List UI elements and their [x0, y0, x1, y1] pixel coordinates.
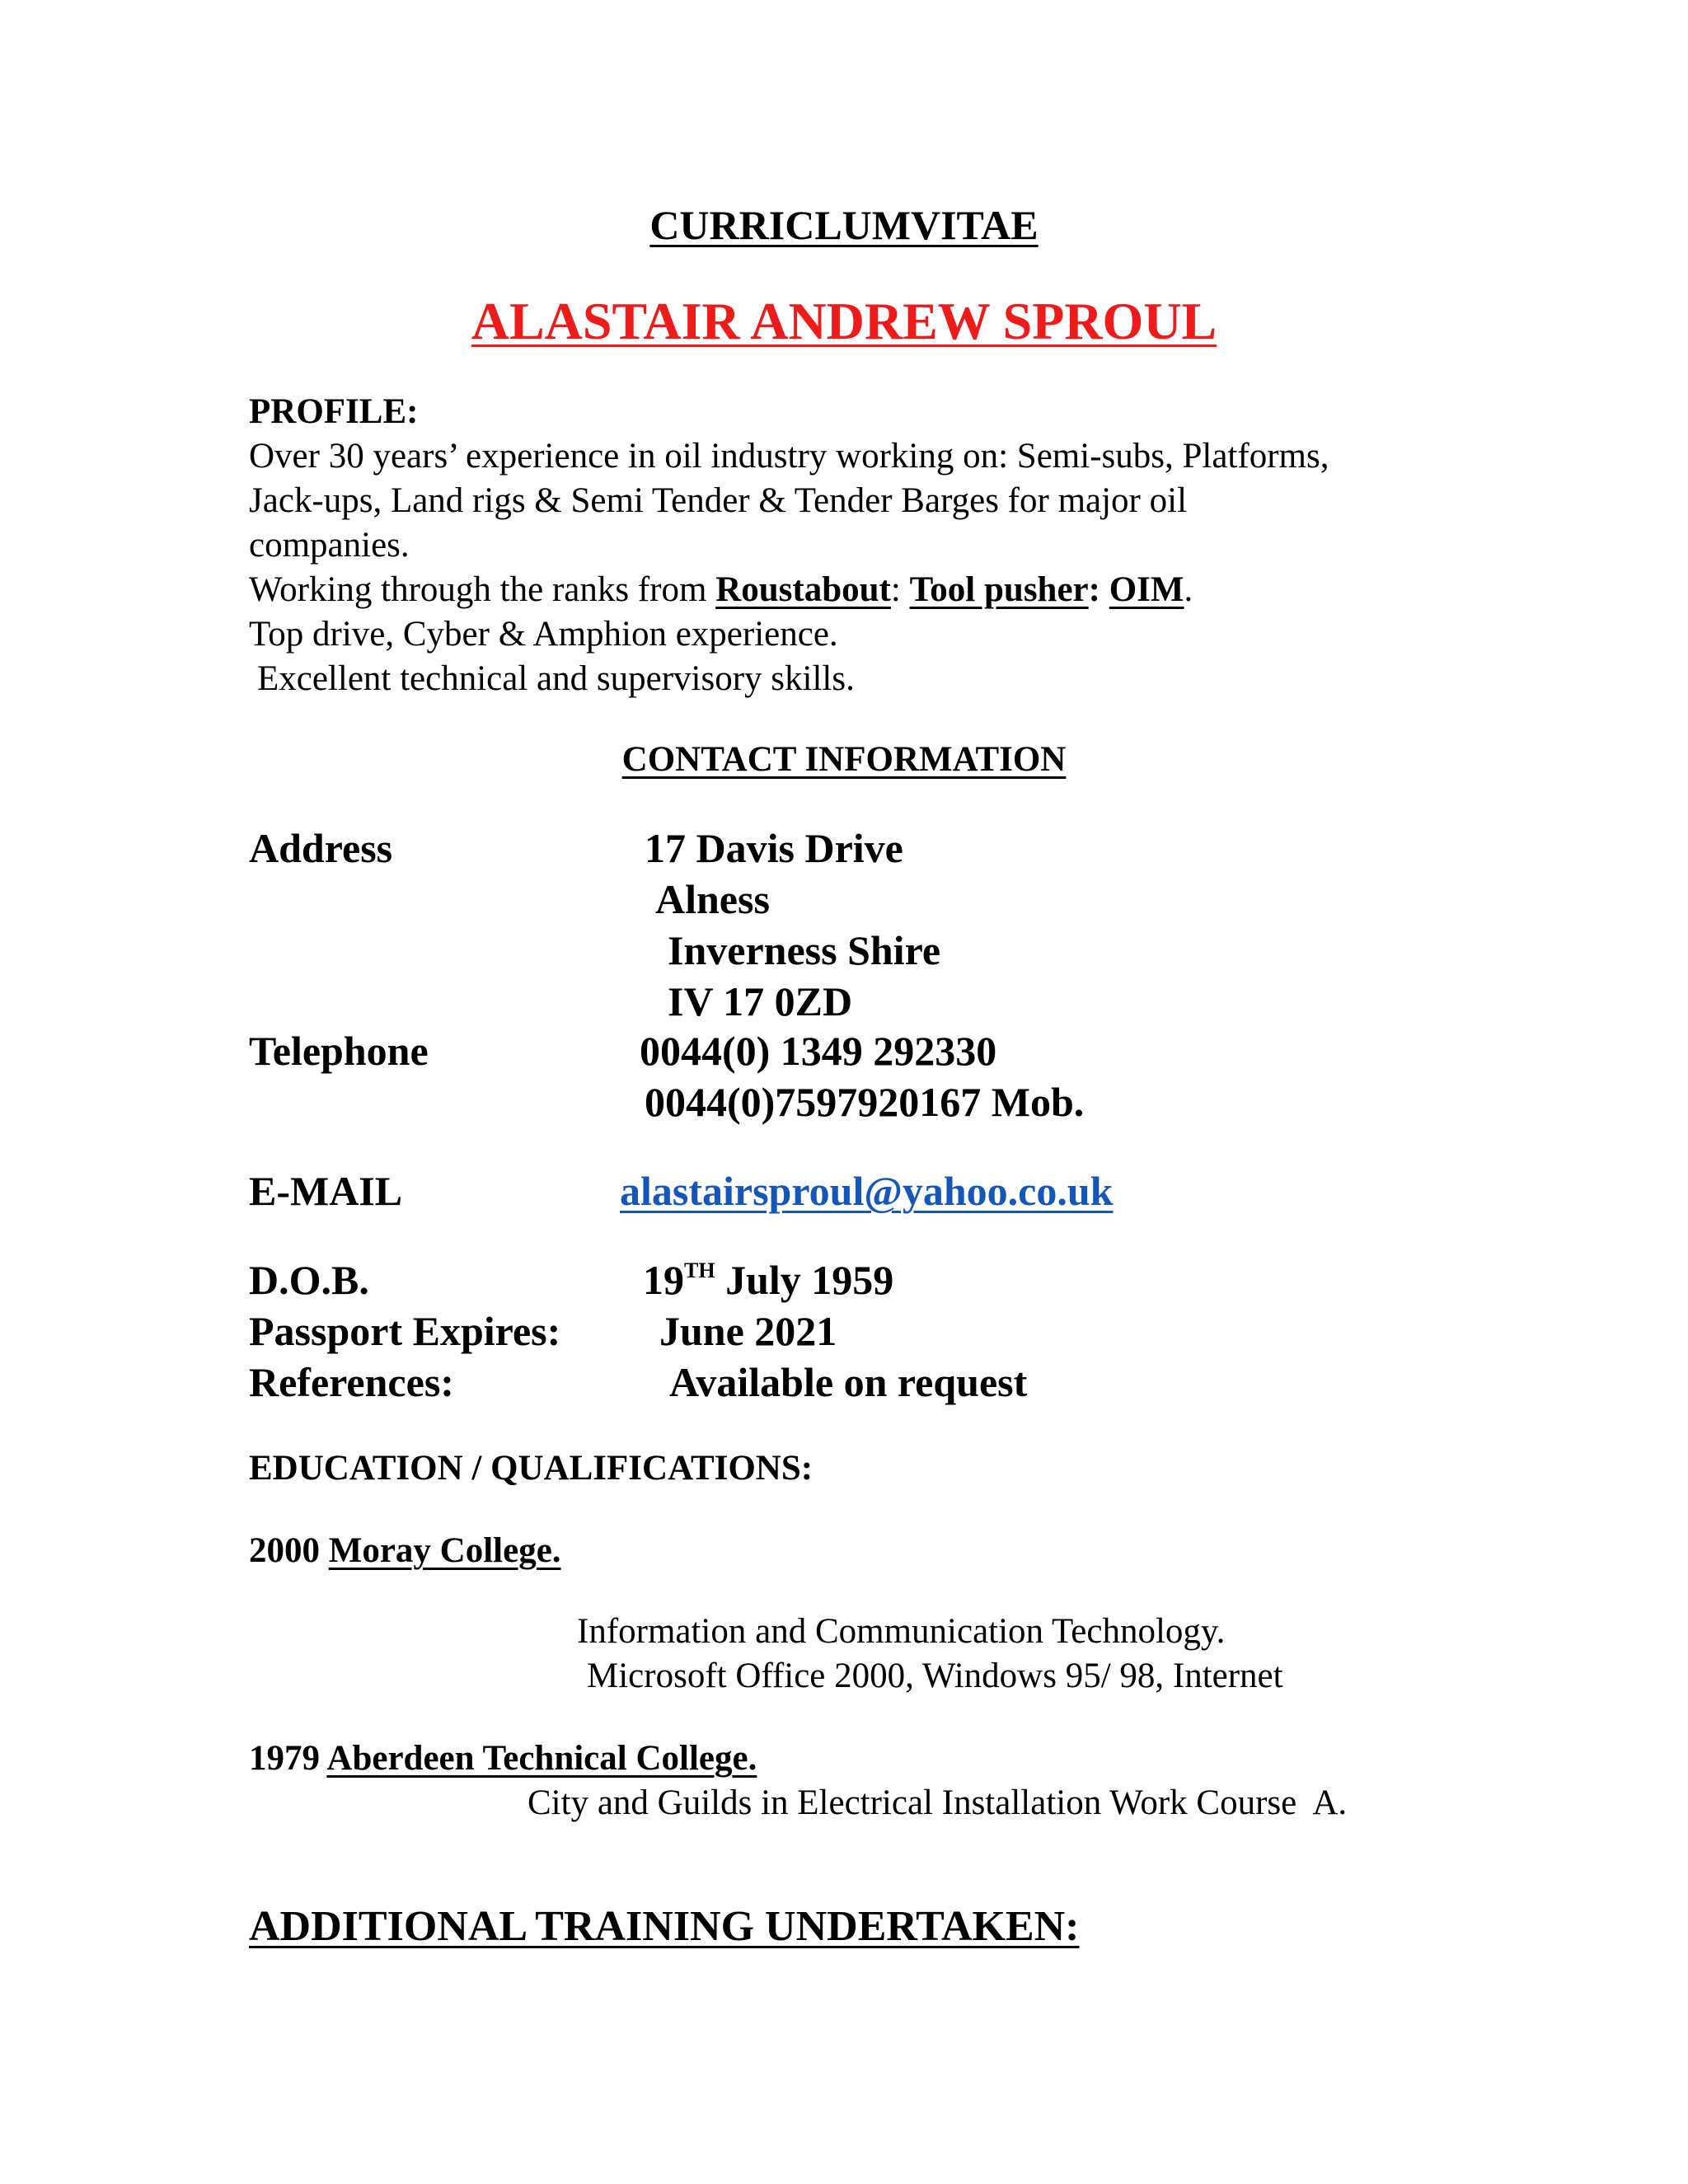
document-title-text: CURRICLUMVITAE	[649, 202, 1039, 248]
passport-value: June 2021	[659, 1308, 837, 1354]
ranks-suffix: .	[1184, 570, 1193, 609]
passport-label: Passport Expires:	[249, 1308, 561, 1354]
profile-line-3: companies.	[249, 526, 410, 565]
dob-day: 19	[643, 1257, 684, 1303]
profile-line-2: Jack-ups, Land rigs & Semi Tender & Tender Barges for major oil	[249, 481, 1188, 520]
additional-training-heading	[249, 1905, 1080, 1948]
dob-ordinal-suffix: TH	[684, 1258, 715, 1282]
address-label: Address	[249, 825, 393, 871]
address-line-1: 17 Davis Drive	[645, 825, 903, 871]
email-link-wrapper[interactable]	[620, 1170, 1113, 1212]
profile-label: PROFILE:	[249, 392, 419, 431]
profile-line-1: Over 30 years’ experience in oil industry working on: Semi-subs, Platforms,	[249, 437, 1329, 476]
education-institution: Moray College.	[328, 1531, 561, 1570]
dob-month-year: July 1959	[715, 1257, 894, 1303]
contact-heading	[0, 742, 1688, 777]
document-title	[0, 204, 1688, 246]
education-year: 2000	[249, 1531, 320, 1570]
address-line-2: Alness	[655, 876, 770, 922]
address-line-3: Inverness Shire	[668, 927, 941, 973]
education-year: 1979	[249, 1739, 320, 1778]
dob-label: D.O.B.	[249, 1257, 369, 1303]
education-heading: EDUCATION / QUALIFICATIONS:	[249, 1449, 814, 1488]
education-entry-1-heading	[249, 1533, 561, 1568]
education-institution: Aberdeen Technical College.	[326, 1739, 757, 1778]
person-name	[0, 292, 1688, 350]
rank-separator-1: :	[890, 570, 910, 609]
rank-roustabout: Roustabout	[715, 570, 891, 609]
telephone-mobile: 0044(0)7597920167 Mob.	[645, 1079, 1085, 1125]
rank-separator-2: :	[1088, 570, 1109, 609]
rank-oim: OIM	[1109, 570, 1184, 609]
dob-value	[643, 1259, 893, 1301]
ranks-prefix: Working through the ranks from	[249, 570, 716, 609]
education-entry-2-detail-text: City and Guilds in Electrical Installation Work Course A.	[528, 1783, 1348, 1822]
additional-training-heading-text: ADDITIONAL TRAINING UNDERTAKEN:	[249, 1903, 1080, 1950]
email-link[interactable]: alastairsproul@yahoo.co.uk	[620, 1168, 1114, 1214]
telephone-label: Telephone	[249, 1028, 429, 1074]
references-value: Available on request	[669, 1359, 1028, 1405]
contact-heading-text: CONTACT INFORMATION	[621, 740, 1067, 779]
rank-tool-pusher: Tool pusher	[909, 570, 1089, 609]
references-label: References:	[249, 1359, 454, 1405]
address-line-4: IV 17 0ZD	[668, 978, 853, 1024]
profile-line-6: Excellent technical and supervisory skills.	[257, 659, 855, 698]
profile-line-5: Top drive, Cyber & Amphion experience.	[249, 615, 838, 654]
education-entry-1-detail-2: Microsoft Office 2000, Windows 95/ 98, Internet	[587, 1657, 1283, 1695]
education-entry-2-detail-1	[528, 1785, 1347, 1821]
education-entry-2-heading	[249, 1741, 757, 1776]
telephone-landline: 0044(0) 1349 292330	[640, 1028, 997, 1074]
person-name-text: ALASTAIR ANDREW SPROUL	[471, 292, 1217, 350]
profile-ranks-line	[249, 572, 1193, 607]
education-entry-1-detail-1: Information and Communication Technology.	[577, 1612, 1226, 1651]
email-label: E-MAIL	[249, 1168, 403, 1214]
